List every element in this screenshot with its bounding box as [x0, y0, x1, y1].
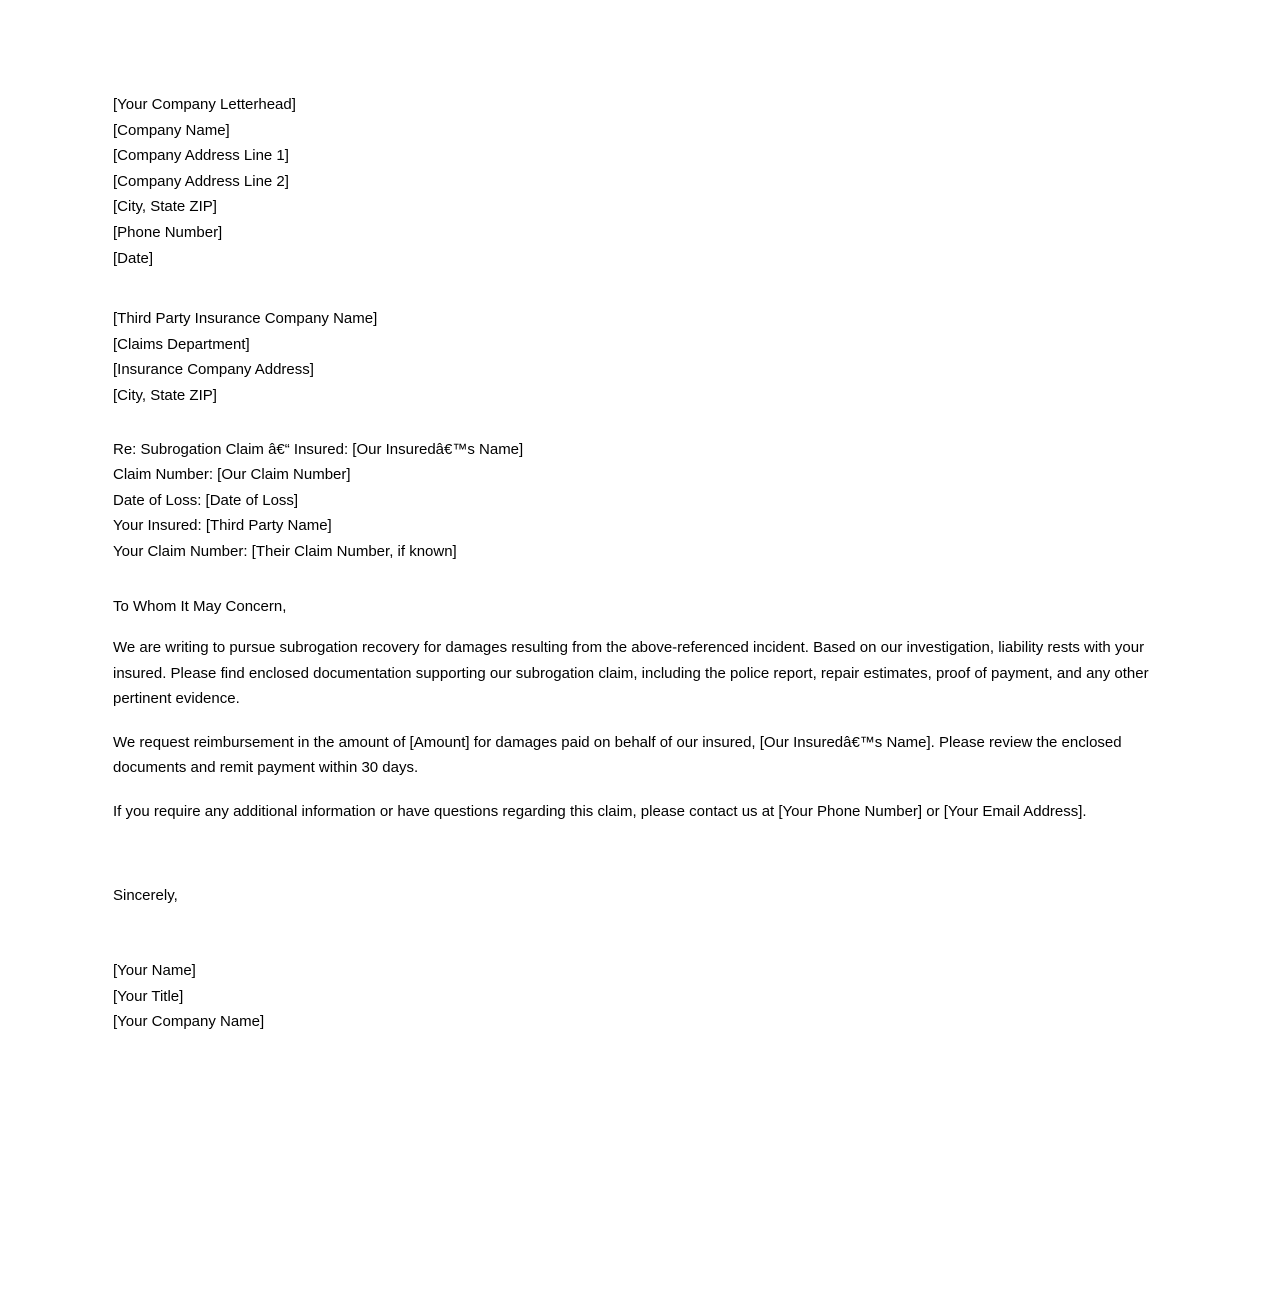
sender-line-company-name: [Company Name]: [113, 121, 230, 139]
recipient-line-address: [Insurance Company Address]: [113, 361, 314, 379]
signature-line-title: [Your Title]: [113, 987, 184, 1005]
body-paragraph-2: We request reimbursement in the amount of [Amount] for damages paid on behalf of our insured, [Our Insuredâ€™s Name]. Please review the enclosed documents and remit payment within 30 days.: [113, 733, 1126, 777]
closing-line: Sincerely,: [113, 886, 178, 904]
reference-line-date-of-loss: Date of Loss: [Date of Loss]: [113, 491, 299, 509]
recipient-line-department: [Claims Department]: [113, 335, 250, 353]
recipient-address-block: [113, 306, 1156, 408]
body-paragraphs: [113, 635, 1156, 825]
closing: [113, 883, 1156, 909]
sender-address-block: [113, 92, 1156, 271]
sender-line-letterhead: [Your Company Letterhead]: [113, 96, 296, 113]
recipient-line-company-name: [Third Party Insurance Company Name]: [113, 310, 378, 328]
reference-line-subject: Re: Subrogation Claim â€“ Insured: [Our Insuredâ€™s Name]: [113, 440, 524, 458]
sender-line-city-state-zip: [City, State ZIP]: [113, 198, 217, 216]
recipient-line-city-state-zip: [City, State ZIP]: [113, 386, 217, 404]
sender-line-phone: [Phone Number]: [113, 223, 223, 241]
sender-line-address-1: [Company Address Line 1]: [113, 147, 289, 165]
salutation: To Whom It May Concern,: [113, 597, 287, 615]
reference-block: [113, 437, 1156, 565]
reference-line-your-claim-number: Your Claim Number: [Their Claim Number, if known]: [113, 542, 457, 560]
body-paragraph-1: We are writing to pursue subrogation recovery for damages resulting from the above-referenced incident. Based on our investigation, liability rests with your insured. Please find enclosed documentation supporting our subrogation claim, including the police report, repair estimates, proof of payment, and any other pertinent evidence.: [113, 639, 1153, 708]
sender-line-date: [Date]: [113, 249, 154, 267]
body-paragraph-3: If you require any additional information or have questions regarding this claim, please contact us at [Your Phone Number] or [Your Email Address].: [113, 803, 1087, 821]
sender-line-address-2: [Company Address Line 2]: [113, 172, 289, 190]
signature-block: [113, 958, 1156, 1035]
reference-line-claim-number: Claim Number: [Our Claim Number]: [113, 466, 351, 484]
reference-line-your-insured: Your Insured: [Third Party Name]: [113, 517, 332, 535]
signature-line-company: [Your Company Name]: [113, 1013, 265, 1031]
signature-line-name: [Your Name]: [113, 962, 196, 980]
letter-body: [113, 92, 1156, 1035]
